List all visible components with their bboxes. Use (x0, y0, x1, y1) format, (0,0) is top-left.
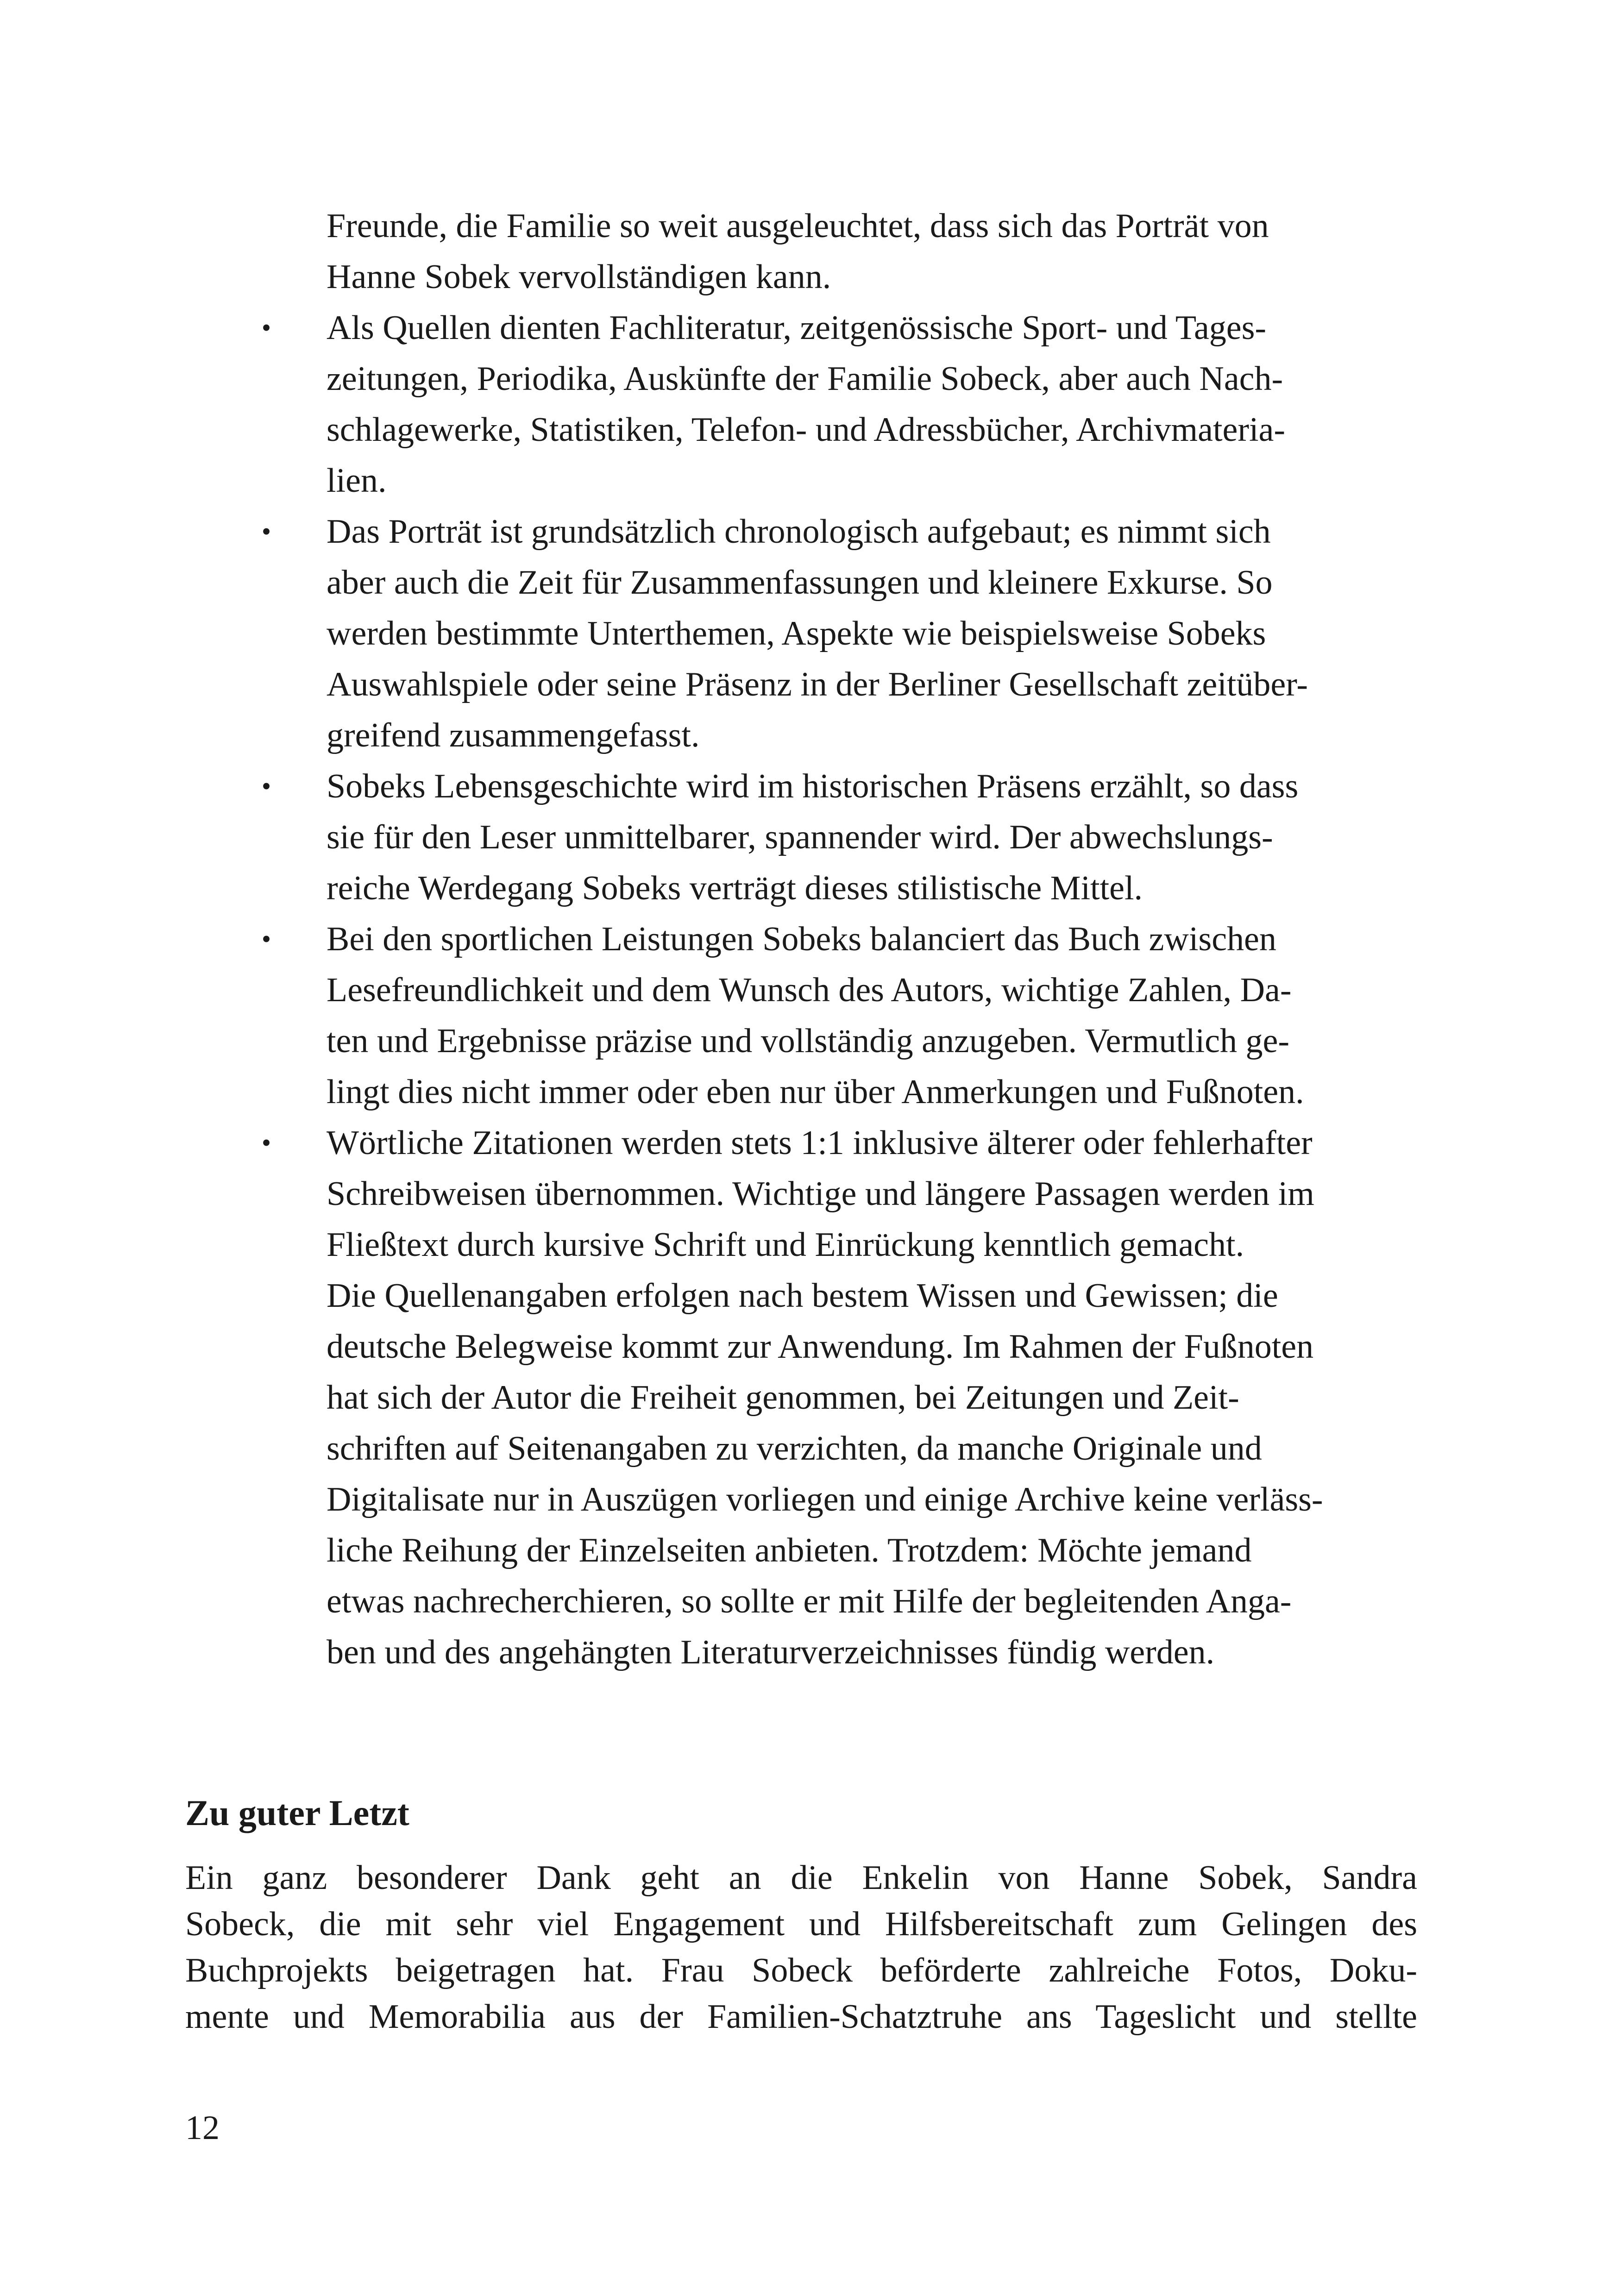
text-line: Sobeks Lebensgeschichte wird im historischen Präsens erzählt, so dass (327, 767, 1299, 805)
text-line: ben und des angehängten Literaturverzeichnisses fündig werden. (327, 1633, 1215, 1671)
paragraph-line: Ein ganz besonderer Dank geht an die Enkelin von Hanne Sobek, Sandra (185, 1859, 1417, 1897)
list-item (0, 201, 1621, 302)
list-item (0, 914, 1621, 1117)
bullet-marker: • (261, 771, 271, 801)
text-line: Wörtliche Zitationen werden stets 1:1 inklusive älterer oder fehlerhafter (327, 1124, 1313, 1162)
bullet-marker: • (261, 1128, 271, 1158)
text-line: Lesefreundlichkeit und dem Wunsch des Autors, wichtige Zahlen, Da- (327, 971, 1292, 1009)
text-line: Digitalisate nur in Auszügen vorliegen und einige Archive keine verläss- (327, 1480, 1323, 1518)
bullet-list (0, 201, 1621, 1678)
text-line: Bei den sportlichen Leistungen Sobeks balanciert das Buch zwischen (327, 920, 1276, 958)
text-line: Die Quellenangaben erfolgen nach bestem Wissen und Gewissen; die (327, 1277, 1278, 1315)
text-line: Hanne Sobek vervollständigen kann. (327, 258, 831, 296)
text-line: lingt dies nicht immer oder eben nur über Anmerkungen und Fußnoten. (327, 1073, 1304, 1111)
page-number: 12 (185, 2109, 220, 2147)
text-line: Schreibweisen übernommen. Wichtige und längere Passagen werden im (327, 1175, 1314, 1213)
text-line: deutsche Belegweise kommt zur Anwendung. Im Rahmen der Fußnoten (327, 1328, 1314, 1366)
text-line: Auswahlspiele oder seine Präsenz in der Berliner Gesellschaft zeitüber- (327, 665, 1308, 703)
section-heading: Zu guter Letzt (185, 1793, 409, 1833)
text-line: Das Porträt ist grundsätzlich chronologisch aufgebaut; es nimmt sich (327, 513, 1271, 551)
text-line: hat sich der Autor die Freiheit genommen, bei Zeitungen und Zeit- (327, 1379, 1239, 1417)
list-item (0, 761, 1621, 914)
list-item (0, 506, 1621, 761)
text-line: werden bestimmte Unterthemen, Aspekte wie beispielsweise Sobeks (327, 615, 1266, 652)
bullet-marker: • (261, 313, 271, 343)
list-item (0, 1117, 1621, 1678)
list-item (0, 302, 1621, 506)
acknowledgement-paragraph (185, 1855, 1417, 2040)
bullet-marker: • (261, 516, 271, 546)
text-line: lien. (327, 462, 387, 500)
text-line: sie für den Leser unmittelbarer, spannender wird. Der abwechslungs- (327, 818, 1273, 856)
text-line: aber auch die Zeit für Zusammenfassungen und kleinere Exkurse. So (327, 564, 1273, 602)
text-line: Freunde, die Familie so weit ausgeleuchtet, dass sich das Porträt von (327, 207, 1269, 245)
text-line: reiche Werdegang Sobeks verträgt dieses stilistische Mittel. (327, 869, 1143, 907)
bullet-marker: • (261, 924, 271, 954)
paragraph-line: Sobeck, die mit sehr viel Engagement und Hilfsbereitschaft zum Gelingen des (185, 1905, 1417, 1943)
text-line: Fließtext durch kursive Schrift und Einrückung kenntlich gemacht. (327, 1226, 1244, 1264)
paragraph-line: mente und Memorabilia aus der Familien-Schatztruhe ans Tageslicht und stellte (185, 1998, 1417, 2036)
text-line: liche Reihung der Einzelseiten anbieten. Trotzdem: Möchte jemand (327, 1531, 1252, 1569)
text-line: zeitungen, Periodika, Auskünfte der Familie Sobeck, aber auch Nach- (327, 360, 1283, 398)
text-line: greifend zusammengefasst. (327, 716, 700, 754)
paragraph-line: Buchprojekts beigetragen hat. Frau Sobeck beförderte zahlreiche Fotos, Doku- (185, 1951, 1417, 1989)
text-line: etwas nachrecherchieren, so sollte er mit Hilfe der begleitenden Anga- (327, 1582, 1292, 1620)
text-line: Als Quellen dienten Fachliteratur, zeitgenössische Sport- und Tages- (327, 309, 1267, 347)
text-line: schriften auf Seitenangaben zu verzichten, da manche Originale und (327, 1430, 1262, 1468)
text-line: schlagewerke, Statistiken, Telefon- und Adressbücher, Archivmateria- (327, 411, 1286, 449)
text-line: ten und Ergebnisse präzise und vollständig anzugeben. Vermutlich ge- (327, 1022, 1290, 1060)
